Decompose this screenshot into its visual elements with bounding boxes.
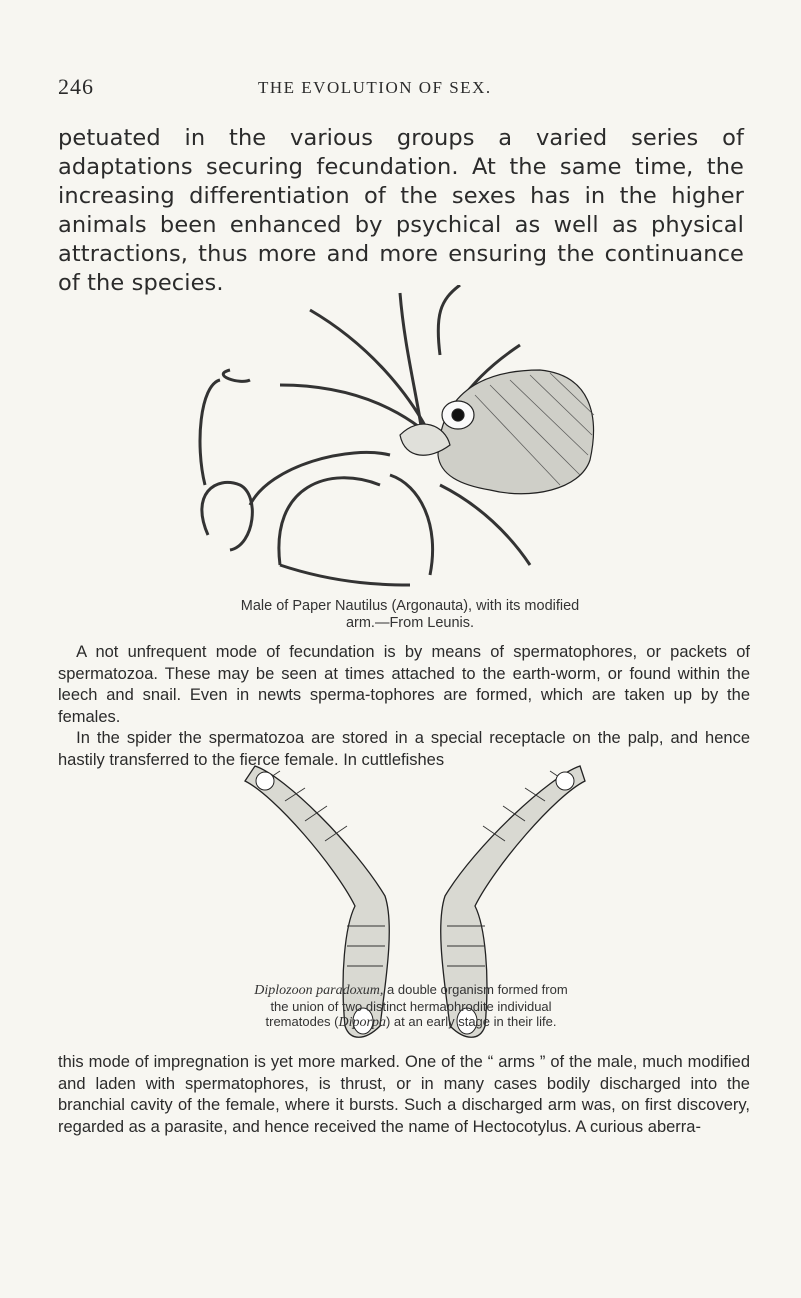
paragraph-2 xyxy=(58,642,750,772)
paragraph-2b: In the spider the spermatozoa are stored in a special receptacle on the palp, and hence hastily transferred to the fierce female. In cuttlefishes xyxy=(58,729,750,769)
paragraph-3: this mode of impregnation is yet more marked. One of the “ arms ” of the male, much modified and laden with spermatophores, is thrust, or in many cases bodily discharged into the branchial cavity of the female, where it bursts. Such a discharged arm was, on first discovery, regarded as a parasite, and hence received the name of Hectocotylus. A curious aberra- xyxy=(58,1053,750,1136)
paragraph-1: petuated in the various groups a varied series of adaptations securing fecundation. At the same time, the increasing differentiation of the sexes has in the higher animals been enhanced by psychical as well as physical attractions, thus more and more ensuring the continuance of the species. xyxy=(58,125,744,296)
caption-genus-name: Diporpa xyxy=(338,1015,386,1030)
nautilus-caption: Male of Paper Nautilus (Argonauta), with its modified arm.—From Leunis. xyxy=(240,598,580,631)
page-header xyxy=(58,74,758,104)
paragraph-2a: A not unfrequent mode of fecundation is by means of spermatophores, or packets of spermatozoa. These may be seen at times attached to the earth-worm, or found within the leech and snail. Even in newts sperma-tophores are formed, which are taken up by the females. xyxy=(58,643,750,726)
paper-nautilus-illustration xyxy=(190,285,610,595)
caption-text-2: ) at an early stage in their life. xyxy=(385,1014,557,1029)
running-title: THE EVOLUTION OF SEX. xyxy=(258,78,492,97)
page-number: 246 xyxy=(58,74,94,99)
caption-text-1: a double organism formed from the union of two distinct hermaphrodite individual trematodes ( xyxy=(265,982,568,1029)
diplozoon-caption xyxy=(246,982,576,1031)
caption-species-name: Diplozoon paradoxum, xyxy=(254,983,384,998)
